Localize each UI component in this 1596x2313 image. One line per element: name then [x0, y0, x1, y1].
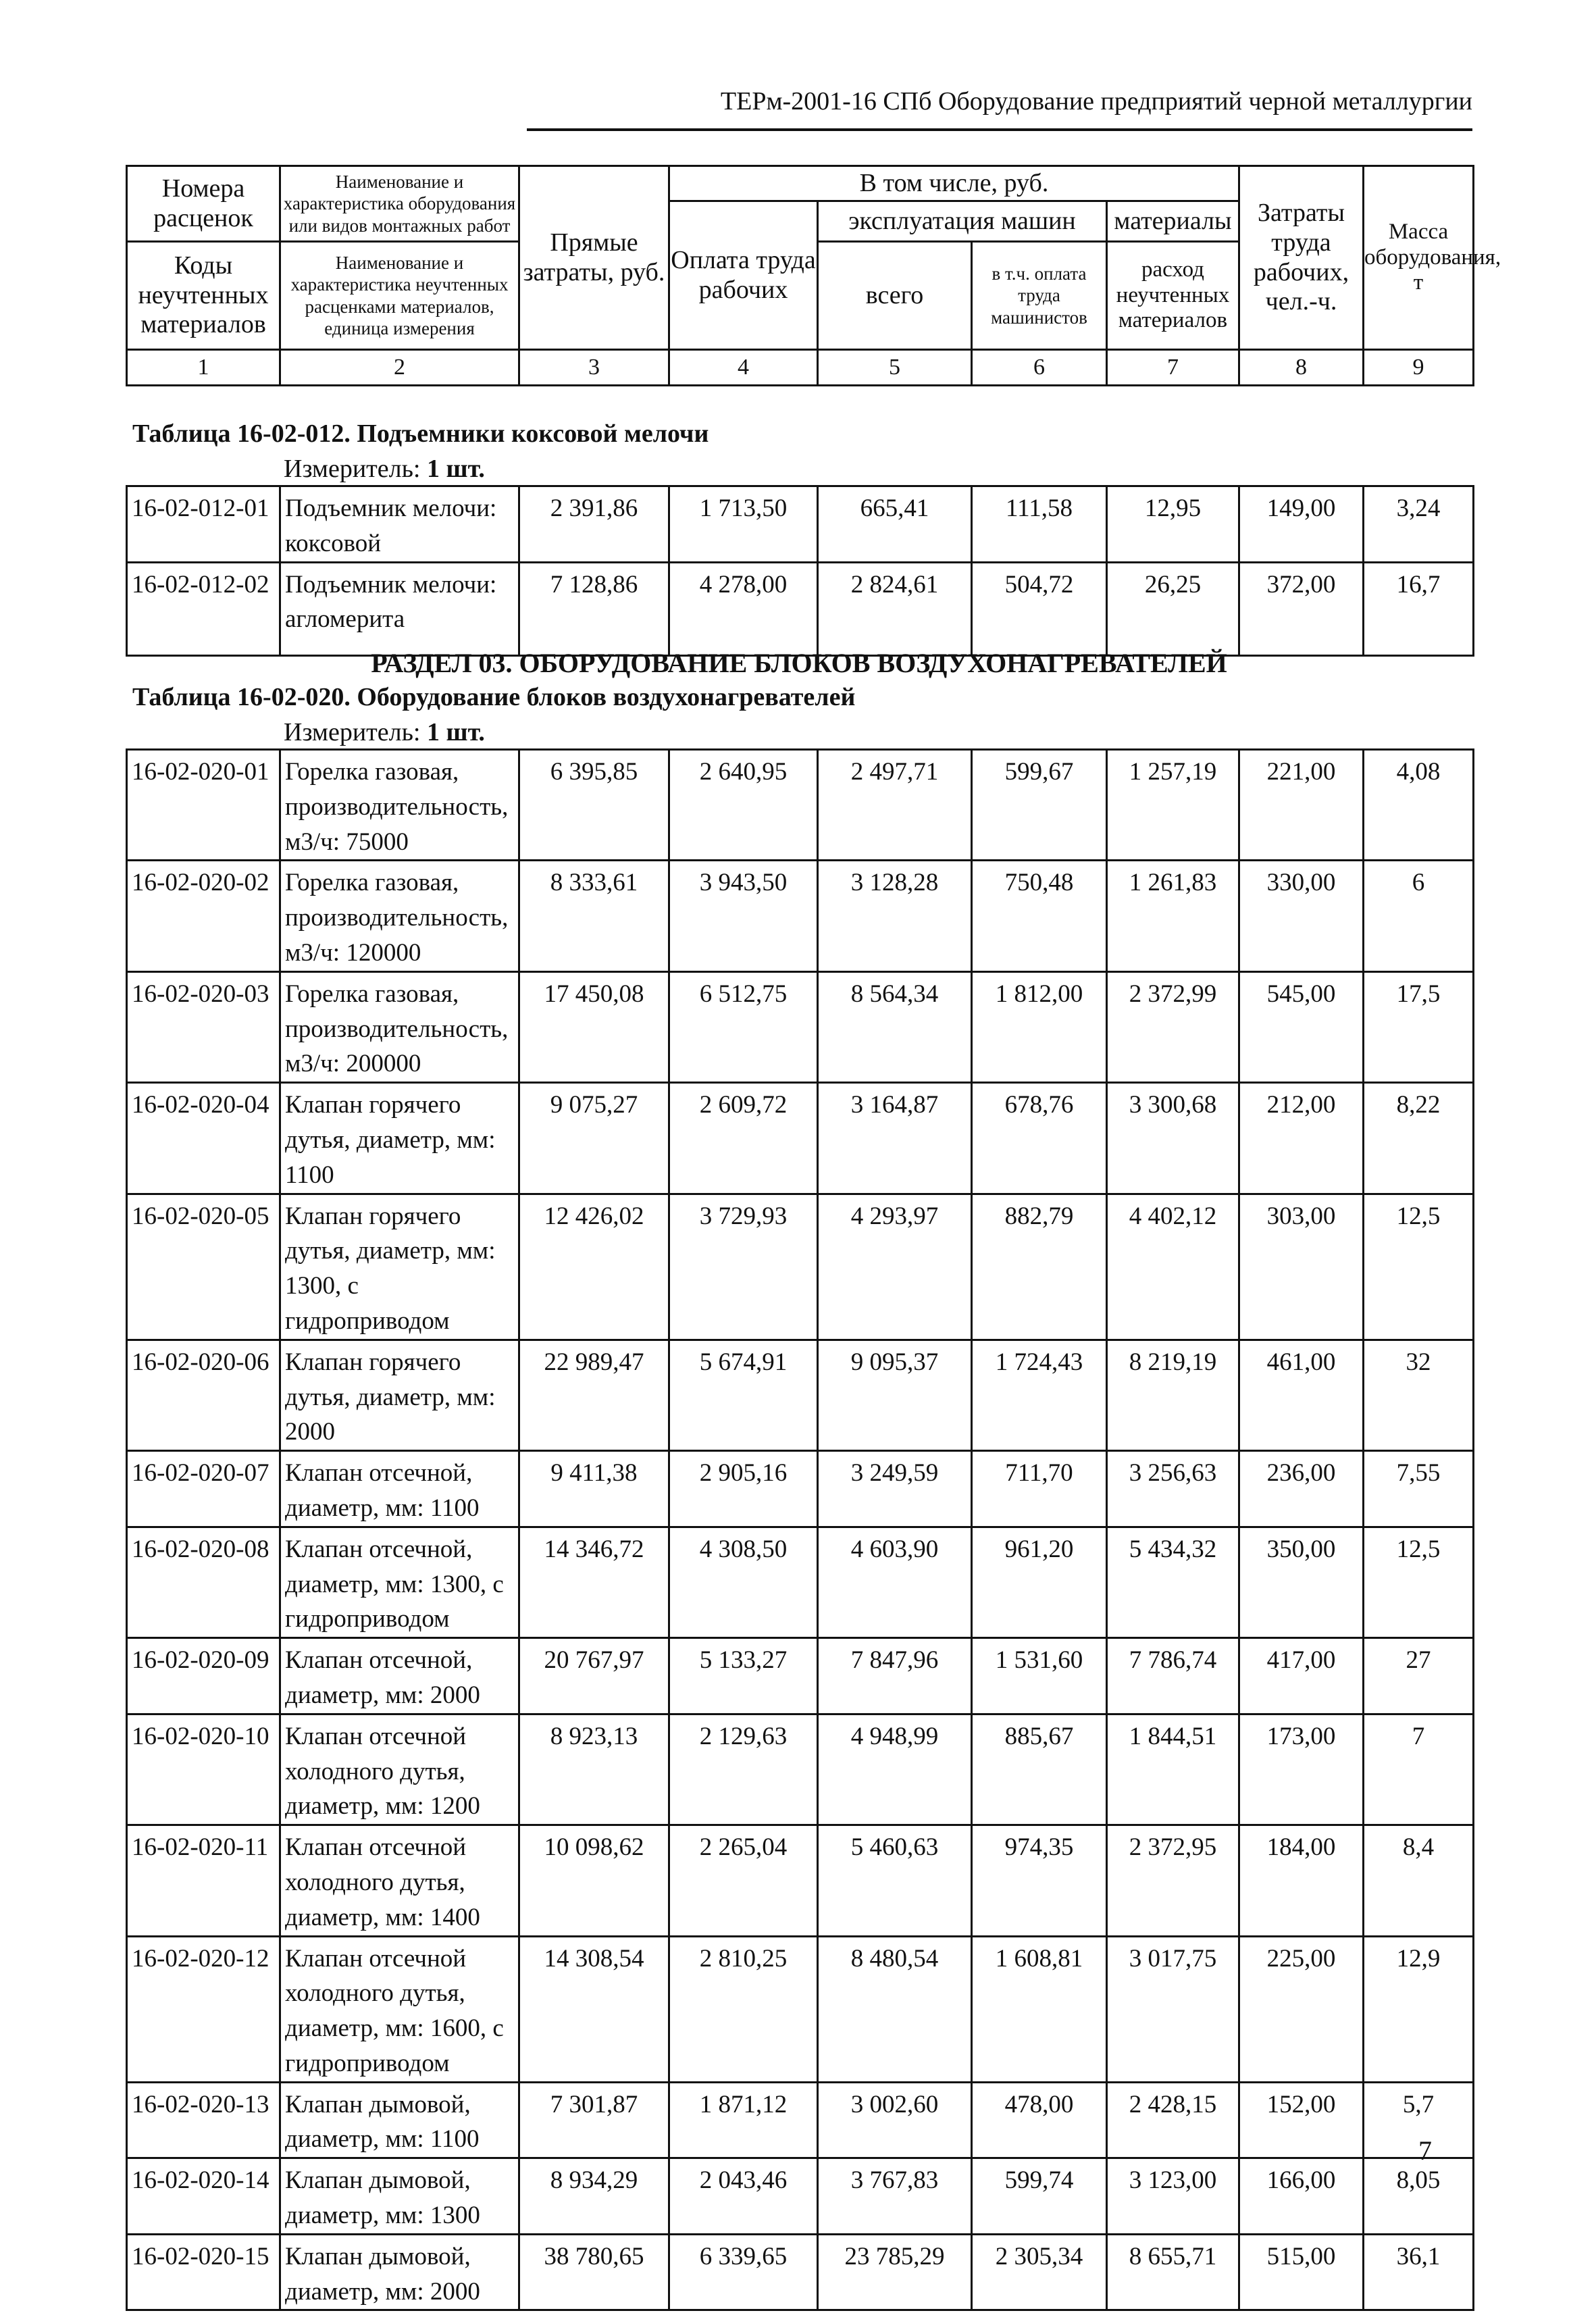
materials-cost-cell: 1 261,83 — [1107, 861, 1239, 971]
machinist-pay-cell: 111,58 — [972, 486, 1107, 563]
direct-cost-cell: 2 391,86 — [519, 486, 669, 563]
table-row — [127, 861, 1474, 971]
equipment-mass-cell: 12,9 — [1364, 1936, 1474, 2082]
header-col2-top: Наименование и характеристика оборудования или видов монтажных работ — [280, 166, 519, 242]
labor-pay-cell: 2 265,04 — [669, 1825, 818, 1936]
labor-pay-cell: 2 810,25 — [669, 1936, 818, 2082]
column-number: 9 — [1364, 350, 1474, 386]
direct-cost-cell: 14 346,72 — [519, 1527, 669, 1637]
materials-cost-cell: 3 123,00 — [1107, 2158, 1239, 2235]
materials-cost-cell: 12,95 — [1107, 486, 1239, 563]
page-number: 7 — [1418, 2135, 1432, 2166]
table-row — [127, 562, 1474, 655]
machinist-pay-cell: 1 608,81 — [972, 1936, 1107, 2082]
machine-cost-cell: 4 948,99 — [818, 1714, 972, 1825]
column-number-row — [127, 350, 1474, 386]
item-name-cell: Клапан горячего дутья, диаметр, мм: 1100 — [280, 1083, 519, 1194]
machinist-pay-cell: 2 305,34 — [972, 2234, 1107, 2310]
labor-pay-cell: 6 512,75 — [669, 971, 818, 1082]
item-name-cell: Клапан отсечной, диаметр, мм: 2000 — [280, 1638, 519, 1714]
labor-pay-cell: 2 609,72 — [669, 1083, 818, 1194]
materials-cost-cell: 8 655,71 — [1107, 2234, 1239, 2310]
header-col7: расход неучтенных материалов — [1107, 242, 1239, 350]
direct-cost-cell: 7 301,87 — [519, 2082, 669, 2158]
rate-code-cell: 16-02-020-02 — [127, 861, 280, 971]
equipment-mass-cell: 27 — [1364, 1638, 1474, 1714]
header-col8: Затраты труда рабочих, чел.-ч. — [1239, 166, 1364, 350]
labor-hours-cell: 461,00 — [1239, 1340, 1364, 1450]
item-name-cell: Клапан отсечной, диаметр, мм: 1100 — [280, 1451, 519, 1527]
item-name-cell: Подъемник мелочи: коксовой — [280, 486, 519, 563]
direct-cost-cell: 38 780,65 — [519, 2234, 669, 2310]
rate-code-cell: 16-02-020-01 — [127, 750, 280, 861]
machine-cost-cell: 7 847,96 — [818, 1638, 972, 1714]
table-row — [127, 1340, 1474, 1450]
direct-cost-cell: 8 934,29 — [519, 2158, 669, 2235]
labor-hours-cell: 545,00 — [1239, 971, 1364, 1082]
machine-cost-cell: 3 128,28 — [818, 861, 972, 971]
labor-hours-cell: 149,00 — [1239, 486, 1364, 563]
header-col1-bottom: Коды неучтенных материалов — [127, 242, 280, 350]
machinist-pay-cell: 711,70 — [972, 1451, 1107, 1527]
column-number: 7 — [1107, 350, 1239, 386]
table-row — [127, 1083, 1474, 1194]
labor-pay-cell: 4 308,50 — [669, 1527, 818, 1637]
materials-cost-cell: 4 402,12 — [1107, 1194, 1239, 1340]
machinist-pay-cell: 1 812,00 — [972, 971, 1107, 1082]
section-title: РАЗДЕЛ 03. ОБОРУДОВАНИЕ БЛОКОВ ВОЗДУХОНАГРЕВАТЕЛЕЙ — [371, 648, 1227, 678]
rate-code-cell: 16-02-020-07 — [127, 1451, 280, 1527]
table-020-unit — [284, 717, 485, 747]
rate-code-cell: 16-02-020-05 — [127, 1194, 280, 1340]
rate-code-cell: 16-02-020-04 — [127, 1083, 280, 1194]
equipment-mass-cell: 8,22 — [1364, 1083, 1474, 1194]
materials-cost-cell: 2 372,99 — [1107, 971, 1239, 1082]
equipment-mass-cell: 32 — [1364, 1340, 1474, 1450]
machinist-pay-cell: 504,72 — [972, 562, 1107, 655]
rate-code-cell: 16-02-020-10 — [127, 1714, 280, 1825]
unit-label: Измеритель: — [284, 455, 421, 483]
direct-cost-cell: 14 308,54 — [519, 1936, 669, 2082]
header-col4: Оплата труда рабочих — [669, 201, 818, 350]
header-machines: эксплуатация машин — [818, 201, 1107, 242]
labor-hours-cell: 225,00 — [1239, 1936, 1364, 2082]
direct-cost-cell: 20 767,97 — [519, 1638, 669, 1714]
column-number: 1 — [127, 350, 280, 386]
table-012-unit — [284, 454, 485, 484]
rate-code-cell: 16-02-020-06 — [127, 1340, 280, 1450]
labor-pay-cell: 3 729,93 — [669, 1194, 818, 1340]
rate-code-cell: 16-02-020-12 — [127, 1936, 280, 2082]
table-row — [127, 1451, 1474, 1527]
direct-cost-cell: 7 128,86 — [519, 562, 669, 655]
machinist-pay-cell: 599,74 — [972, 2158, 1107, 2235]
equipment-mass-cell: 36,1 — [1364, 2234, 1474, 2310]
unit-value: 1 шт. — [427, 718, 485, 746]
header-col2-bottom: Наименование и характеристика неучтенных расценками материалов, единица измерения — [280, 242, 519, 350]
labor-pay-cell: 1 871,12 — [669, 2082, 818, 2158]
item-name-cell: Клапан отсечной, диаметр, мм: 1300, с гидроприводом — [280, 1527, 519, 1637]
direct-cost-cell: 9 075,27 — [519, 1083, 669, 1194]
item-name-cell: Клапан отсечной холодного дутья, диаметр, мм: 1600, с гидроприводом — [280, 1936, 519, 2082]
machine-cost-cell: 4 293,97 — [818, 1194, 972, 1340]
machinist-pay-cell: 974,35 — [972, 1825, 1107, 1936]
rate-code-cell: 16-02-020-14 — [127, 2158, 280, 2235]
table-020 — [126, 748, 1474, 2311]
machine-cost-cell: 4 603,90 — [818, 1527, 972, 1637]
direct-cost-cell: 8 923,13 — [519, 1714, 669, 1825]
machinist-pay-cell: 678,76 — [972, 1083, 1107, 1194]
machinist-pay-cell: 1 531,60 — [972, 1638, 1107, 1714]
machine-cost-cell: 23 785,29 — [818, 2234, 972, 2310]
equipment-mass-cell: 8,05 — [1364, 2158, 1474, 2235]
table-row — [127, 2158, 1474, 2235]
column-number: 3 — [519, 350, 669, 386]
table-row — [127, 750, 1474, 861]
materials-cost-cell: 2 428,15 — [1107, 2082, 1239, 2158]
column-number: 2 — [280, 350, 519, 386]
machine-cost-cell: 2 497,71 — [818, 750, 972, 861]
labor-pay-cell: 5 133,27 — [669, 1638, 818, 1714]
direct-cost-cell: 12 426,02 — [519, 1194, 669, 1340]
materials-cost-cell: 1 257,19 — [1107, 750, 1239, 861]
equipment-mass-cell: 17,5 — [1364, 971, 1474, 1082]
table-row — [127, 971, 1474, 1082]
labor-hours-cell: 350,00 — [1239, 1527, 1364, 1637]
header-rule — [527, 128, 1472, 131]
header-col3: Прямые затраты, руб. — [519, 166, 669, 350]
equipment-mass-cell: 12,5 — [1364, 1527, 1474, 1637]
header-col9: Масса оборудования, т — [1364, 166, 1474, 350]
machine-cost-cell: 665,41 — [818, 486, 972, 563]
materials-cost-cell: 3 256,63 — [1107, 1451, 1239, 1527]
labor-pay-cell: 2 043,46 — [669, 2158, 818, 2235]
machine-cost-cell: 2 824,61 — [818, 562, 972, 655]
item-name-cell: Клапан отсечной холодного дутья, диаметр, мм: 1400 — [280, 1825, 519, 1936]
rate-code-cell: 16-02-020-15 — [127, 2234, 280, 2310]
equipment-mass-cell: 12,5 — [1364, 1194, 1474, 1340]
item-name-cell: Горелка газовая, производительность, м3/ч: 75000 — [280, 750, 519, 861]
labor-pay-cell: 2 905,16 — [669, 1451, 818, 1527]
unit-value: 1 шт. — [427, 455, 485, 483]
labor-hours-cell: 515,00 — [1239, 2234, 1364, 2310]
column-number: 4 — [669, 350, 818, 386]
column-header-table — [126, 165, 1501, 386]
table-012 — [126, 485, 1474, 657]
machinist-pay-cell: 599,67 — [972, 750, 1107, 861]
labor-pay-cell: 3 943,50 — [669, 861, 818, 971]
machinist-pay-cell: 961,20 — [972, 1527, 1107, 1637]
machine-cost-cell: 3 002,60 — [818, 2082, 972, 2158]
labor-hours-cell: 221,00 — [1239, 750, 1364, 861]
rate-code-cell: 16-02-020-13 — [127, 2082, 280, 2158]
table-row — [127, 1825, 1474, 1936]
table-row — [127, 486, 1474, 563]
column-number: 5 — [818, 350, 972, 386]
materials-cost-cell: 26,25 — [1107, 562, 1239, 655]
direct-cost-cell: 9 411,38 — [519, 1451, 669, 1527]
labor-pay-cell: 1 713,50 — [669, 486, 818, 563]
header-incl: В том числе, руб. — [669, 166, 1239, 201]
direct-cost-cell: 22 989,47 — [519, 1340, 669, 1450]
labor-hours-cell: 417,00 — [1239, 1638, 1364, 1714]
column-number: 6 — [972, 350, 1107, 386]
rate-code-cell: 16-02-012-01 — [127, 486, 280, 563]
materials-cost-cell: 5 434,32 — [1107, 1527, 1239, 1637]
header-col5: всего — [818, 242, 972, 350]
equipment-mass-cell: 16,7 — [1364, 562, 1474, 655]
table-row — [127, 1194, 1474, 1340]
rate-code-cell: 16-02-020-09 — [127, 1638, 280, 1714]
direct-cost-cell: 6 395,85 — [519, 750, 669, 861]
equipment-mass-cell: 3,24 — [1364, 486, 1474, 563]
labor-hours-cell: 236,00 — [1239, 1451, 1364, 1527]
labor-pay-cell: 4 278,00 — [669, 562, 818, 655]
item-name-cell: Клапан дымовой, диаметр, мм: 1100 — [280, 2082, 519, 2158]
table-row — [127, 1527, 1474, 1637]
header-materials: материалы — [1107, 201, 1239, 242]
materials-cost-cell: 3 017,75 — [1107, 1936, 1239, 2082]
machine-cost-cell: 8 480,54 — [818, 1936, 972, 2082]
table-row — [127, 1936, 1474, 2082]
machinist-pay-cell: 885,67 — [972, 1714, 1107, 1825]
equipment-mass-cell: 7 — [1364, 1714, 1474, 1825]
table-012-title: Таблица 16-02-012. Подъемники коксовой мелочи — [132, 420, 709, 448]
item-name-cell: Клапан горячего дутья, диаметр, мм: 2000 — [280, 1340, 519, 1450]
machine-cost-cell: 9 095,37 — [818, 1340, 972, 1450]
rate-code-cell: 16-02-020-03 — [127, 971, 280, 1082]
item-name-cell: Горелка газовая, производительность, м3/ч: 120000 — [280, 861, 519, 971]
labor-pay-cell: 5 674,91 — [669, 1340, 818, 1450]
machinist-pay-cell: 750,48 — [972, 861, 1107, 971]
labor-pay-cell: 2 640,95 — [669, 750, 818, 861]
direct-cost-cell: 10 098,62 — [519, 1825, 669, 1936]
direct-cost-cell: 8 333,61 — [519, 861, 669, 971]
equipment-mass-cell: 8,4 — [1364, 1825, 1474, 1936]
table-row — [127, 2234, 1474, 2310]
labor-hours-cell: 330,00 — [1239, 861, 1364, 971]
machinist-pay-cell: 882,79 — [972, 1194, 1107, 1340]
labor-pay-cell: 6 339,65 — [669, 2234, 818, 2310]
machine-cost-cell: 8 564,34 — [818, 971, 972, 1082]
running-header: ТЕРм-2001-16 СПб Оборудование предприятий черной металлургии — [720, 87, 1472, 116]
labor-hours-cell: 372,00 — [1239, 562, 1364, 655]
item-name-cell: Клапан дымовой, диаметр, мм: 2000 — [280, 2234, 519, 2310]
materials-cost-cell: 1 844,51 — [1107, 1714, 1239, 1825]
materials-cost-cell: 3 300,68 — [1107, 1083, 1239, 1194]
labor-hours-cell: 303,00 — [1239, 1194, 1364, 1340]
item-name-cell: Клапан горячего дутья, диаметр, мм: 1300, с гидроприводом — [280, 1194, 519, 1340]
machine-cost-cell: 3 249,59 — [818, 1451, 972, 1527]
direct-cost-cell: 17 450,08 — [519, 971, 669, 1082]
item-name-cell: Клапан отсечной холодного дутья, диаметр, мм: 1200 — [280, 1714, 519, 1825]
unit-label: Измеритель: — [284, 718, 421, 746]
machinist-pay-cell: 1 724,43 — [972, 1340, 1107, 1450]
machine-cost-cell: 3 767,83 — [818, 2158, 972, 2235]
rate-code-cell: 16-02-020-08 — [127, 1527, 280, 1637]
equipment-mass-cell: 6 — [1364, 861, 1474, 971]
materials-cost-cell: 2 372,95 — [1107, 1825, 1239, 1936]
equipment-mass-cell: 5,7 — [1364, 2082, 1474, 2158]
item-name-cell: Подъемник мелочи: агломерита — [280, 562, 519, 655]
materials-cost-cell: 8 219,19 — [1107, 1340, 1239, 1450]
table-row — [127, 1638, 1474, 1714]
header-col6: в т.ч. оплата труда машинистов — [972, 242, 1107, 350]
materials-cost-cell: 7 786,74 — [1107, 1638, 1239, 1714]
table-row — [127, 2082, 1474, 2158]
labor-hours-cell: 173,00 — [1239, 1714, 1364, 1825]
item-name-cell: Клапан дымовой, диаметр, мм: 1300 — [280, 2158, 519, 2235]
machine-cost-cell: 5 460,63 — [818, 1825, 972, 1936]
table-020-title: Таблица 16-02-020. Оборудование блоков воздухонагревателей — [132, 683, 856, 711]
equipment-mass-cell: 4,08 — [1364, 750, 1474, 861]
labor-hours-cell: 152,00 — [1239, 2082, 1364, 2158]
header-col1-top: Номера расценок — [127, 166, 280, 242]
rate-code-cell: 16-02-012-02 — [127, 562, 280, 655]
item-name-cell: Горелка газовая, производительность, м3/ч: 200000 — [280, 971, 519, 1082]
column-number: 8 — [1239, 350, 1364, 386]
table-row — [127, 1714, 1474, 1825]
labor-pay-cell: 2 129,63 — [669, 1714, 818, 1825]
equipment-mass-cell: 7,55 — [1364, 1451, 1474, 1527]
labor-hours-cell: 184,00 — [1239, 1825, 1364, 1936]
rate-code-cell: 16-02-020-11 — [127, 1825, 280, 1936]
machinist-pay-cell: 478,00 — [972, 2082, 1107, 2158]
labor-hours-cell: 166,00 — [1239, 2158, 1364, 2235]
labor-hours-cell: 212,00 — [1239, 1083, 1364, 1194]
machine-cost-cell: 3 164,87 — [818, 1083, 972, 1194]
